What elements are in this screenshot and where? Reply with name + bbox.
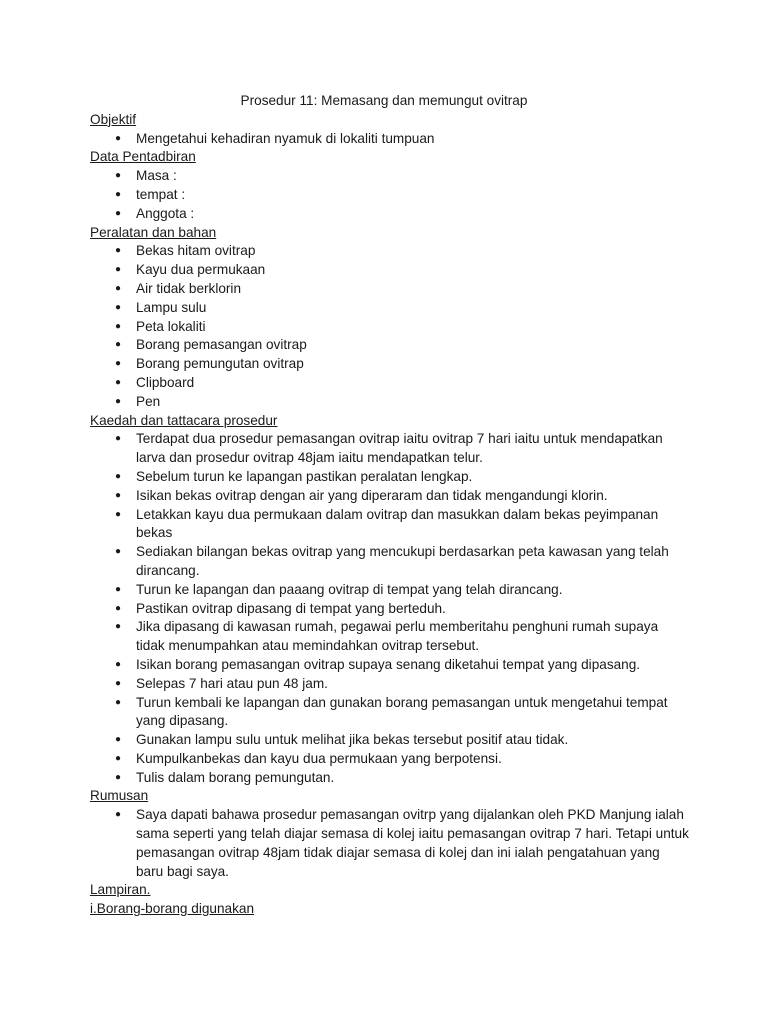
bullet-icon: ● [115,677,122,689]
list-item [90,205,690,224]
bullet-icon: ● [115,282,122,294]
bullet-icon: ● [115,546,122,558]
list-item-text: Mengetahui kehadiran nyamuk di lokaliti tumpuan [136,130,435,146]
bullet-icon: ● [115,320,122,332]
list-item-text: Turun ke lapangan dan paaang ovitrap di tempat yang telah dirancang. [136,581,563,597]
list-item-text: Isikan borang pemasangan ovitrap supaya senang diketahui tempat yang dipasang. [136,656,641,672]
lampiran-heading: Lampiran. [90,882,151,898]
list-item [90,543,690,581]
list-item [90,336,690,355]
section-heading: Data Pentadbiran [90,149,196,165]
list-item-text: Terdapat dua prosedur pemasangan ovitrap iaitu ovitrap 7 hari iaitu untuk mendapatkan larva dan prosedur ovitrap 48jam iaitu mendapatkan telur. [136,431,663,466]
list-item-text: Kumpulkanbekas dan kayu dua permukaan yang berpotensi. [136,750,502,766]
bullet-icon: ● [115,132,122,144]
list-item [90,393,690,412]
bullet-icon: ● [115,696,122,708]
document-title: Prosedur 11: Memasang dan memungut ovitrap [240,93,528,108]
bullet-list [90,167,690,223]
list-item [90,675,690,694]
section-data-pentadbiran [90,148,690,223]
bullet-icon: ● [115,489,122,501]
list-item [90,731,690,750]
bullet-list [90,430,690,787]
bullet-icon: ● [115,470,122,482]
section-objektif [90,111,690,149]
list-item [90,656,690,675]
bullet-icon: ● [115,734,122,746]
list-item [90,750,690,769]
section-kaedah-dan-tattacara-prosedur [90,412,690,788]
list-item-text: Bekas hitam ovitrap [136,243,256,259]
list-item [90,581,690,600]
bullet-icon: ● [115,207,122,219]
bullet-icon: ● [115,376,122,388]
list-item-text: Jika dipasang di kawasan rumah, pegawai perlu memberitahu penghuni rumah supaya tidak menumpahkan atau memindahkan ovitrap tersebut. [136,619,659,654]
bullet-icon: ● [115,433,122,445]
list-item [90,600,690,619]
list-item [90,167,690,186]
bullet-icon: ● [115,170,122,182]
bullet-icon: ● [115,301,122,313]
list-item-text: Tulis dalam borang pemungutan. [136,769,335,785]
section-peralatan-dan-bahan [90,224,690,412]
list-item-text: tempat : [136,186,186,202]
bullet-icon: ● [115,621,122,633]
list-item [90,806,690,881]
section-heading: Objektif [90,111,137,127]
list-item [90,769,690,788]
list-item [90,468,690,487]
list-item [90,299,690,318]
list-item-text: Kayu dua permukaan [136,262,266,278]
list-item-text: Peta lokaliti [136,318,206,334]
bullet-list [90,242,690,411]
list-item [90,694,690,732]
list-item-text: Gunakan lampu sulu untuk melihat jika bekas tersebut positif atau tidak. [136,732,569,748]
list-item [90,618,690,656]
bullet-icon: ● [115,508,122,520]
list-item [90,374,690,393]
list-item [90,487,690,506]
bullet-icon: ● [115,395,122,407]
list-item [90,355,690,374]
section-heading: Kaedah dan tattacara prosedur [90,412,278,428]
bullet-icon: ● [115,188,122,200]
bullet-icon: ● [115,809,122,821]
list-item [90,186,690,205]
list-item [90,280,690,299]
bullet-icon: ● [115,752,122,764]
bullet-icon: ● [115,358,122,370]
bullet-icon: ● [115,264,122,276]
list-item-text: Lampu sulu [136,299,207,315]
section-heading: Peralatan dan bahan [90,224,217,240]
list-item-text: Air tidak berklorin [136,280,242,296]
bullet-list [90,806,690,881]
document-content [90,92,690,919]
list-item [90,261,690,280]
section-heading: Rumusan [90,788,149,804]
list-item-text: Clipboard [136,374,195,390]
list-item-text: Pen [136,393,161,409]
bullet-icon: ● [115,339,122,351]
list-item [90,318,690,337]
list-item [90,242,690,261]
sections-container [90,111,690,882]
list-item [90,506,690,544]
bullet-icon: ● [115,658,122,670]
list-item-text: Borang pemungutan ovitrap [136,356,304,372]
list-item-text: Sebelum turun ke lapangan pastikan peralatan lengkap. [136,468,473,484]
list-item-text: Isikan bekas ovitrap dengan air yang diperaram dan tidak mengandungi klorin. [136,487,608,503]
list-item-text: Letakkan kayu dua permukaan dalam ovitrap dan masukkan dalam bekas peyimpanan bekas [136,506,659,541]
lampiran-subheading: i.Borang-borang digunakan [90,901,255,917]
list-item-text: Saya dapati bahawa prosedur pemasangan ovitrp yang dijalankan oleh PKD Manjung ialah sama seperti yang telah diajar semasa di kolej iaitu pemasangan ovitrap 7 hari. Tetapi untuk pemasangan ovitrap 48jam tidak diajar semasa di kolej dan ini ialah pengatahuan yang baru bagi saya. [136,807,689,879]
bullet-icon: ● [115,245,122,257]
list-item [90,430,690,468]
section-rumusan [90,787,690,881]
list-item-text: Pastikan ovitrap dipasang di tempat yang berteduh. [136,600,446,616]
bullet-icon: ● [115,602,122,614]
list-item-text: Turun kembali ke lapangan dan gunakan borang pemasangan untuk mengetahui tempat yang dipasang. [136,694,668,729]
list-item-text: Sediakan bilangan bekas ovitrap yang mencukupi berdasarkan peta kawasan yang telah dirancang. [136,544,669,578]
bullet-icon: ● [115,771,122,783]
bullet-icon: ● [115,583,122,595]
list-item-text: Masa : [136,168,177,184]
list-item-text: Borang pemasangan ovitrap [136,337,307,353]
list-item-text: Anggota : [136,205,195,221]
list-item-text: Selepas 7 hari atau pun 48 jam. [136,675,328,691]
bullet-list [90,130,690,149]
list-item [90,130,690,149]
